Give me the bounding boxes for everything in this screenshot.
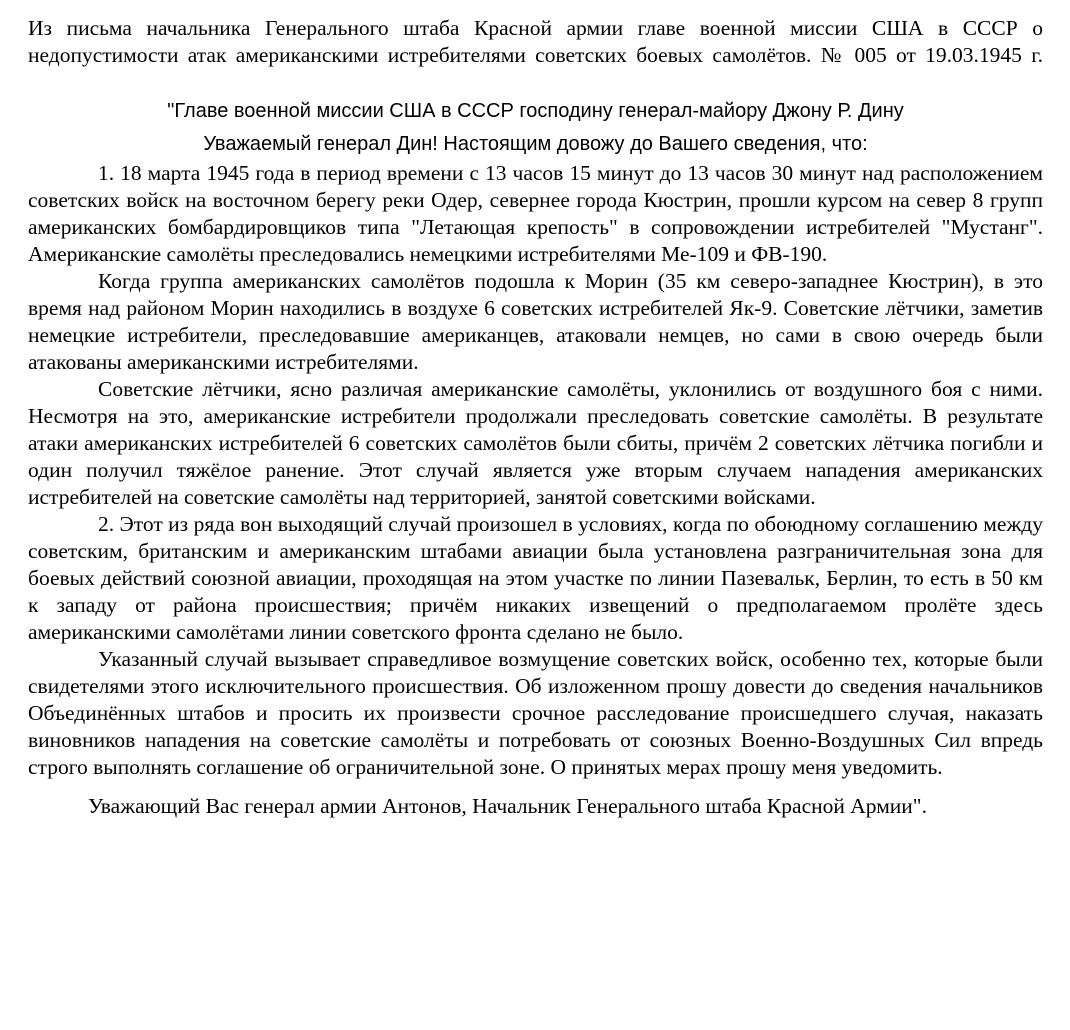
paragraph-losses: Советские лётчики, ясно различая американские самолёты, уклонились от воздушного боя с ними. Несмотря на это, американские истребители продолжали преследовать советские самолёты. В результате атаки американских истребителей 6 советских самолётов были сбиты, причём 2 советских лётчика погибли и один получил тяжёлое ранение. Этот случай является уже вторым случаем нападения американских истребителей на советские самолёты над территорией, занятой советскими войсками.: [28, 377, 1043, 509]
paragraph-incident-report: 1. 18 марта 1945 года в период времени с 13 часов 15 минут до 13 часов 30 минут над расположением советских войск на восточном берегу реки Одер, севернее города Кюстрин, прошли курсом на север 8 групп американских бомбардировщиков типа "Летающая крепость" в сопровождении истребителей "Мустанг". Американские самолёты преследовались немецкими истребителями Ме-109 и ФВ-190.: [28, 161, 1043, 266]
document-title-line-2: недопустимости атак американскими истребителями советских боевых самолётов. № 005 от 19.03.1945 г.: [28, 43, 1043, 67]
paragraph-request-investigation: Указанный случай вызывает справедливое возмущение советских войск, особенно тех, которые были свидетелями этого исключительного происшествия. Об изложенном прошу довести до сведения начальников Объединённых штабов и просить их произвести срочное расследование происшедшего случая, наказать виновников нападения на советские самолёты и потребовать от союзных Военно-Воздушных Сил впредь строго выполнять соглашение об ограничительной зоне. О принятых мерах прошу меня уведомить.: [28, 647, 1043, 779]
signature-line: Уважающий Вас генерал армии Антонов, Начальник Генерального штаба Красной Армии".: [88, 794, 927, 818]
letter-page: [28, 15, 1043, 820]
salutation-line: Уважаемый генерал Дин! Настоящим довожу до Вашего сведения, что:: [203, 133, 868, 155]
paragraph-demarcation-zone: 2. Этот из ряда вон выходящий случай произошел в условиях, когда по обоюдному соглашению между советским, британским и американским штабами авиации была установлена разграничительная зона для боевых действий союзной авиации, проходящая на этом участке по линии Пазевальк, Берлин, то есть в 50 км к западу от района происшествия; причём никаких извещений о предполагаемом пролёте здесь американскими самолётами линии советского фронта сделано не было.: [28, 512, 1043, 644]
paragraph-soviet-fighters: Когда группа американских самолётов подошла к Морин (35 км северо-западнее Кюстрин), в это время над районом Морин находились в воздухе 6 советских истребителей Як-9. Советские лётчики, заметив немецкие истребители, преследовавшие американцев, атаковали немцев, но сами в свою очередь были атакованы американскими истребителями.: [28, 269, 1043, 374]
document-title-line-1: Из письма начальника Генерального штаба Красной армии главе военной миссии США в СССР о: [28, 16, 1043, 40]
addressee-line: "Главе военной миссии США в СССР господину генерал-майору Джону Р. Дину: [167, 100, 904, 122]
document-title: [28, 15, 1043, 69]
